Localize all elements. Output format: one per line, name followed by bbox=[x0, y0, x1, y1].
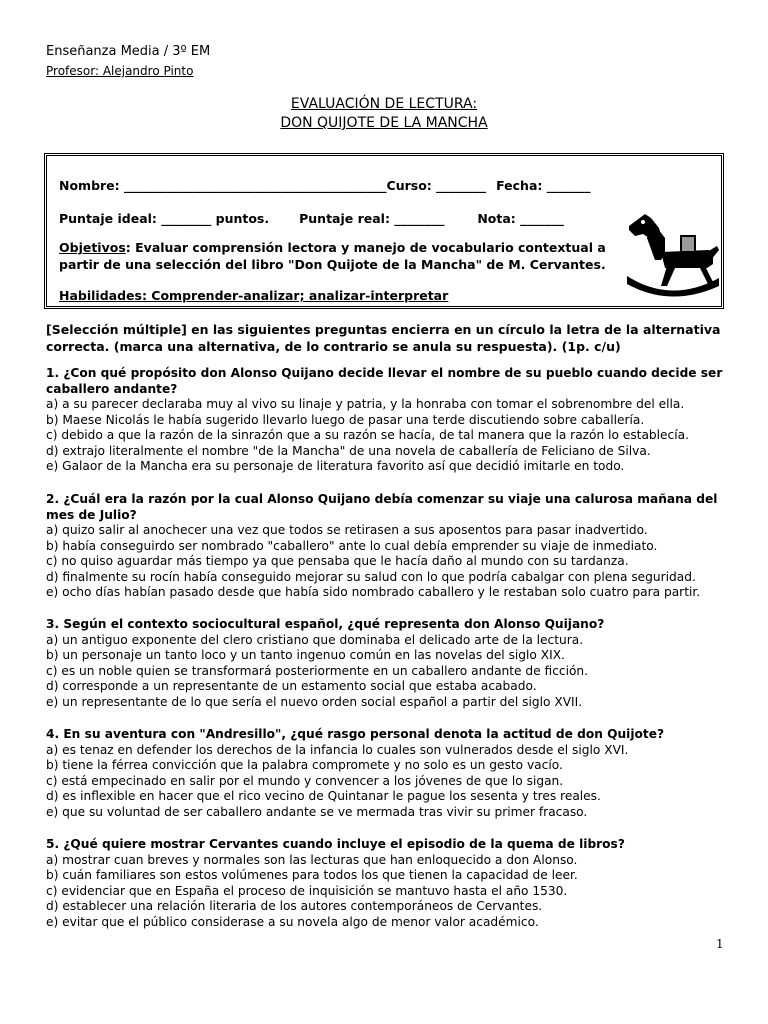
question-text: 5. ¿Qué quiere mostrar Cervantes cuando incluye el episodio de la quema de libros? bbox=[46, 837, 625, 851]
puntaje-ideal-label: Puntaje ideal: bbox=[59, 211, 162, 226]
option-a[interactable]: a) un antiguo exponente del clero cristiano que dominaba el delicado arte de la lectura. bbox=[46, 632, 584, 647]
skills-line: Habilidades: Comprender-analizar; analizar-interpretar bbox=[59, 288, 449, 303]
fecha-label: Fecha: bbox=[496, 178, 547, 193]
option-e[interactable]: e) evitar que el público considerase a su novela algo de menor valor académico. bbox=[46, 914, 539, 929]
question-text: 1. ¿Con qué propósito don Alonso Quijano decide llevar el nombre de su pueblo cuando decide ser caballero andante? bbox=[46, 366, 723, 396]
nombre-field[interactable]: __________________________________________ bbox=[124, 178, 387, 193]
puntaje-real-field[interactable]: ________ bbox=[394, 211, 445, 226]
curso-field[interactable]: ________ bbox=[436, 178, 487, 193]
question-text: 3. Según el contexto sociocultural español, ¿qué representa don Alonso Quijano? bbox=[46, 617, 605, 631]
question-1 bbox=[46, 366, 746, 475]
question-text: 2. ¿Cuál era la razón por la cual Alonso Quijano debía comenzar su viaje una calurosa mañana del mes de Julio? bbox=[46, 492, 718, 522]
option-a[interactable]: a) quizo salir al anochecer una vez que todos se retirasen a sus aposentos para pasar inadvertido. bbox=[46, 523, 648, 537]
nota-label: Nota: bbox=[477, 211, 521, 226]
option-b[interactable]: b) tiene la férrea convicción que la palabra compromete y no solo es un gesto vacío. bbox=[46, 758, 563, 772]
puntaje-real-label: Puntaje real: bbox=[299, 211, 395, 226]
option-d[interactable]: d) extrajo literalmente el nombre "de la Mancha" de una novela de caballería de Feliciano de Silva. bbox=[46, 443, 651, 458]
option-c[interactable]: c) es un noble quien se transformará posteriormente en un caballero andante de ficción. bbox=[46, 663, 589, 678]
nombre-label: Nombre: bbox=[59, 178, 125, 193]
option-b[interactable]: b) un personaje un tanto loco y un tanto ingenuo común en las novelas del siglo XIX. bbox=[46, 648, 565, 662]
option-b[interactable]: b) Maese Nicolás le había sugerido llevarlo luego de pasar una terde discutiendo sobre caballería. bbox=[46, 412, 645, 427]
instructions: [Selección múltiple] en las siguientes preguntas encierra en un círculo la letra de la alternativa correcta. (marca una alternativa, de lo contrario se anula su respuesta). (1p. c/u) bbox=[46, 322, 721, 354]
nota-field[interactable]: _______ bbox=[520, 211, 564, 226]
objectives-line-2: partir de una selección del libro "Don Quijote de la Mancha" de M. Cervantes. bbox=[59, 257, 606, 272]
puntaje-ideal-field[interactable]: ________ bbox=[161, 211, 212, 226]
option-b[interactable]: b) cuán familiares son estos volúmenes para todos los que tienen la capacidad de leer. bbox=[46, 868, 578, 882]
option-d[interactable]: d) establecer una relación literaria de los autores contemporáneos de Cervantes. bbox=[46, 899, 543, 913]
option-d[interactable]: d) finalmente su rocín había conseguido mejorar su salud con lo que podría cabalgar con plena seguridad. bbox=[46, 569, 696, 584]
rocking-horse-icon bbox=[621, 208, 721, 300]
question-4 bbox=[46, 727, 746, 820]
objetivos-label: Objetivos bbox=[59, 240, 126, 255]
question-2 bbox=[46, 492, 746, 601]
option-d[interactable]: d) es inflexible en hacer que el rico vecino de Quintanar le pague los sesenta y tres reales. bbox=[46, 789, 601, 803]
option-e[interactable]: e) ocho días habían pasado desde que había sido nombrado caballero y le restaban solo cuatro para partir. bbox=[46, 585, 701, 599]
option-a[interactable]: a) mostrar cuan breves y normales son las lecturas que han enloquecido a don Alonso. bbox=[46, 852, 578, 867]
course-level: Enseñanza Media / 3º EM bbox=[46, 44, 211, 59]
student-info-box bbox=[44, 153, 724, 309]
score-row bbox=[59, 211, 564, 226]
option-b[interactable]: b) había conseguirdo ser nombrado "caballero" ante lo cual debía emprender su viaje de inmediato. bbox=[46, 538, 658, 553]
fecha-field[interactable]: _______ bbox=[546, 178, 591, 193]
option-e[interactable]: e) que su voluntad de ser caballero andante se ve mermada tras vivir su primer fracaso. bbox=[46, 804, 588, 819]
page-number: 1 bbox=[716, 937, 724, 951]
option-d[interactable]: d) corresponde a un representante de un estamento social que estaba acabado. bbox=[46, 679, 537, 693]
option-a[interactable]: a) a su parecer declaraba muy al vivo su linaje y patria, y la honraba con tomar el sobrenombre del ella. bbox=[46, 397, 685, 411]
question-text: 4. En su aventura con "Andresillo", ¿qué rasgo personal denota la actitud de don Quijote? bbox=[46, 727, 665, 741]
question-5 bbox=[46, 837, 746, 930]
puntos-label: puntos. bbox=[211, 211, 270, 226]
option-c[interactable]: c) debido a que la razón de la sinrazón que a su razón se hacía, de tal manera que la razón lo establecía. bbox=[46, 428, 689, 442]
option-e[interactable]: e) Galaor de la Mancha era su personaje de literatura favorito así que decidió imitarle en todo. bbox=[46, 459, 625, 473]
option-a[interactable]: a) es tenaz en defender los derechos de la infancia lo cuales son vulnerados desde el siglo XVI. bbox=[46, 742, 629, 757]
option-c[interactable]: c) evidenciar que en España el proceso de inquisición se mantuvo hasta el año 1530. bbox=[46, 883, 568, 898]
name-row bbox=[59, 178, 591, 193]
teacher-name: Profesor: Alejandro Pinto bbox=[46, 64, 194, 78]
question-3 bbox=[46, 617, 746, 710]
option-c[interactable]: c) no quiso aguardar más tiempo ya que pensaba que le hacía daño al mundo con su tardanza. bbox=[46, 554, 629, 568]
book-title: DON QUIJOTE DE LA MANCHA bbox=[280, 115, 488, 131]
objetivos-text-1: : Evaluar comprensión lectora y manejo de vocabulario contextual a bbox=[125, 240, 606, 255]
option-e[interactable]: e) un representante de lo que sería el nuevo orden social español a partir del siglo XVII. bbox=[46, 694, 583, 709]
option-c[interactable]: c) está empecinado en salir por el mundo y convencer a los jóvenes de que lo sigan. bbox=[46, 773, 564, 788]
objectives-line-1 bbox=[59, 240, 606, 255]
curso-label: Curso: bbox=[386, 178, 437, 193]
exam-title: EVALUACIÓN DE LECTURA: bbox=[290, 96, 478, 112]
